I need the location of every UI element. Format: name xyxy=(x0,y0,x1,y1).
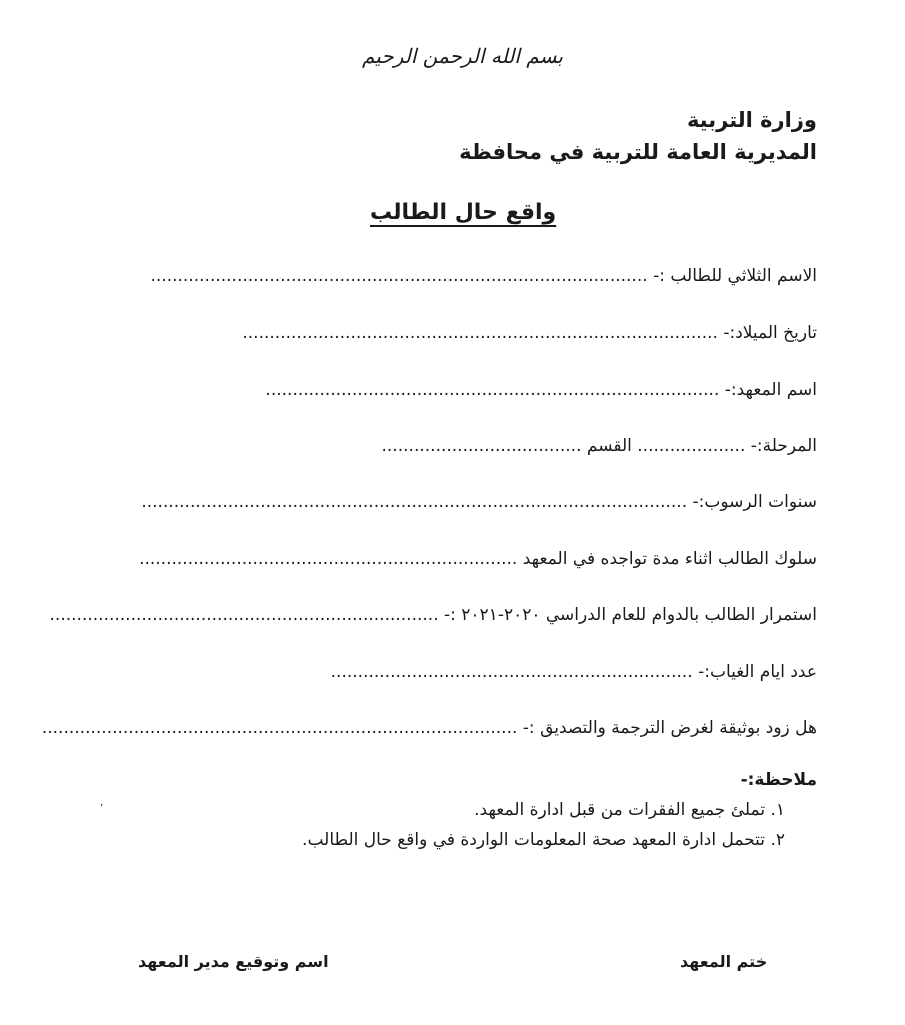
field-blank: ........................................................................................ xyxy=(41,718,518,738)
director-signature-label: اسم وتوقيع مدير المعهد xyxy=(138,952,329,971)
institute-seal-label: ختم المعهد xyxy=(680,952,768,971)
field-label: تاريخ الميلاد:- xyxy=(723,323,817,343)
field-blank: ................................................................... xyxy=(330,662,693,682)
document-title: واقع حال الطالب xyxy=(370,200,557,225)
field-blank: ........................................................................................ xyxy=(242,323,718,343)
field-absence-days xyxy=(331,662,817,682)
field-blank: ...................................................................... xyxy=(139,549,518,569)
field-label: سلوك الطالب اثناء مدة تواجده في المعهد xyxy=(522,549,817,569)
field-attendance-continuity xyxy=(50,605,817,625)
field-translation-document xyxy=(42,718,817,738)
field-label: هل زود بوثيقة لغرض الترجمة والتصديق :- xyxy=(522,718,817,738)
directorate-name: المديرية العامة للتربية في محافظة xyxy=(459,140,817,164)
field-full-name xyxy=(151,266,818,286)
note-item: ٢. تتحمل ادارة المعهد صحة المعلومات الواردة في واقع حال الطالب. xyxy=(302,830,785,850)
field-birth-date xyxy=(242,323,817,343)
field-label-stage: المرحلة:- xyxy=(750,436,817,456)
field-label: استمرار الطالب بالدوام للعام الدراسي ٢٠٢٠-٢٠٢١ :- xyxy=(444,605,817,625)
field-stage-department xyxy=(382,436,817,456)
field-blank: ........................................................................ xyxy=(49,605,439,625)
notes-heading: ملاحظة:- xyxy=(740,770,817,790)
field-label: عدد ايام الغياب:- xyxy=(698,662,817,682)
ministry-name: وزارة التربية xyxy=(686,108,817,132)
field-label: سنوات الرسوب:- xyxy=(692,492,817,512)
field-label: اسم المعهد:- xyxy=(724,380,817,400)
field-student-conduct xyxy=(139,549,817,569)
note-item: ١. تملئ جميع الفقرات من قبل ادارة المعهد. xyxy=(474,800,785,820)
field-blank: ............................................................................................ xyxy=(150,266,648,286)
field-blank: ..................................................................................................... xyxy=(141,492,688,512)
field-institute-name xyxy=(265,380,817,400)
field-blank: .................................................................................... xyxy=(265,380,720,400)
field-label: الاسم الثلاثي للطالب :- xyxy=(653,266,817,286)
stray-mark: ، xyxy=(100,798,104,809)
field-failure-years xyxy=(141,492,817,512)
field-blank-department: ..................................... xyxy=(381,436,582,456)
field-label-department: القسم xyxy=(586,436,632,456)
field-blank-stage: .................... xyxy=(637,436,746,456)
basmala-calligraphy: بسم الله الرحمن الرحيم xyxy=(361,44,563,68)
